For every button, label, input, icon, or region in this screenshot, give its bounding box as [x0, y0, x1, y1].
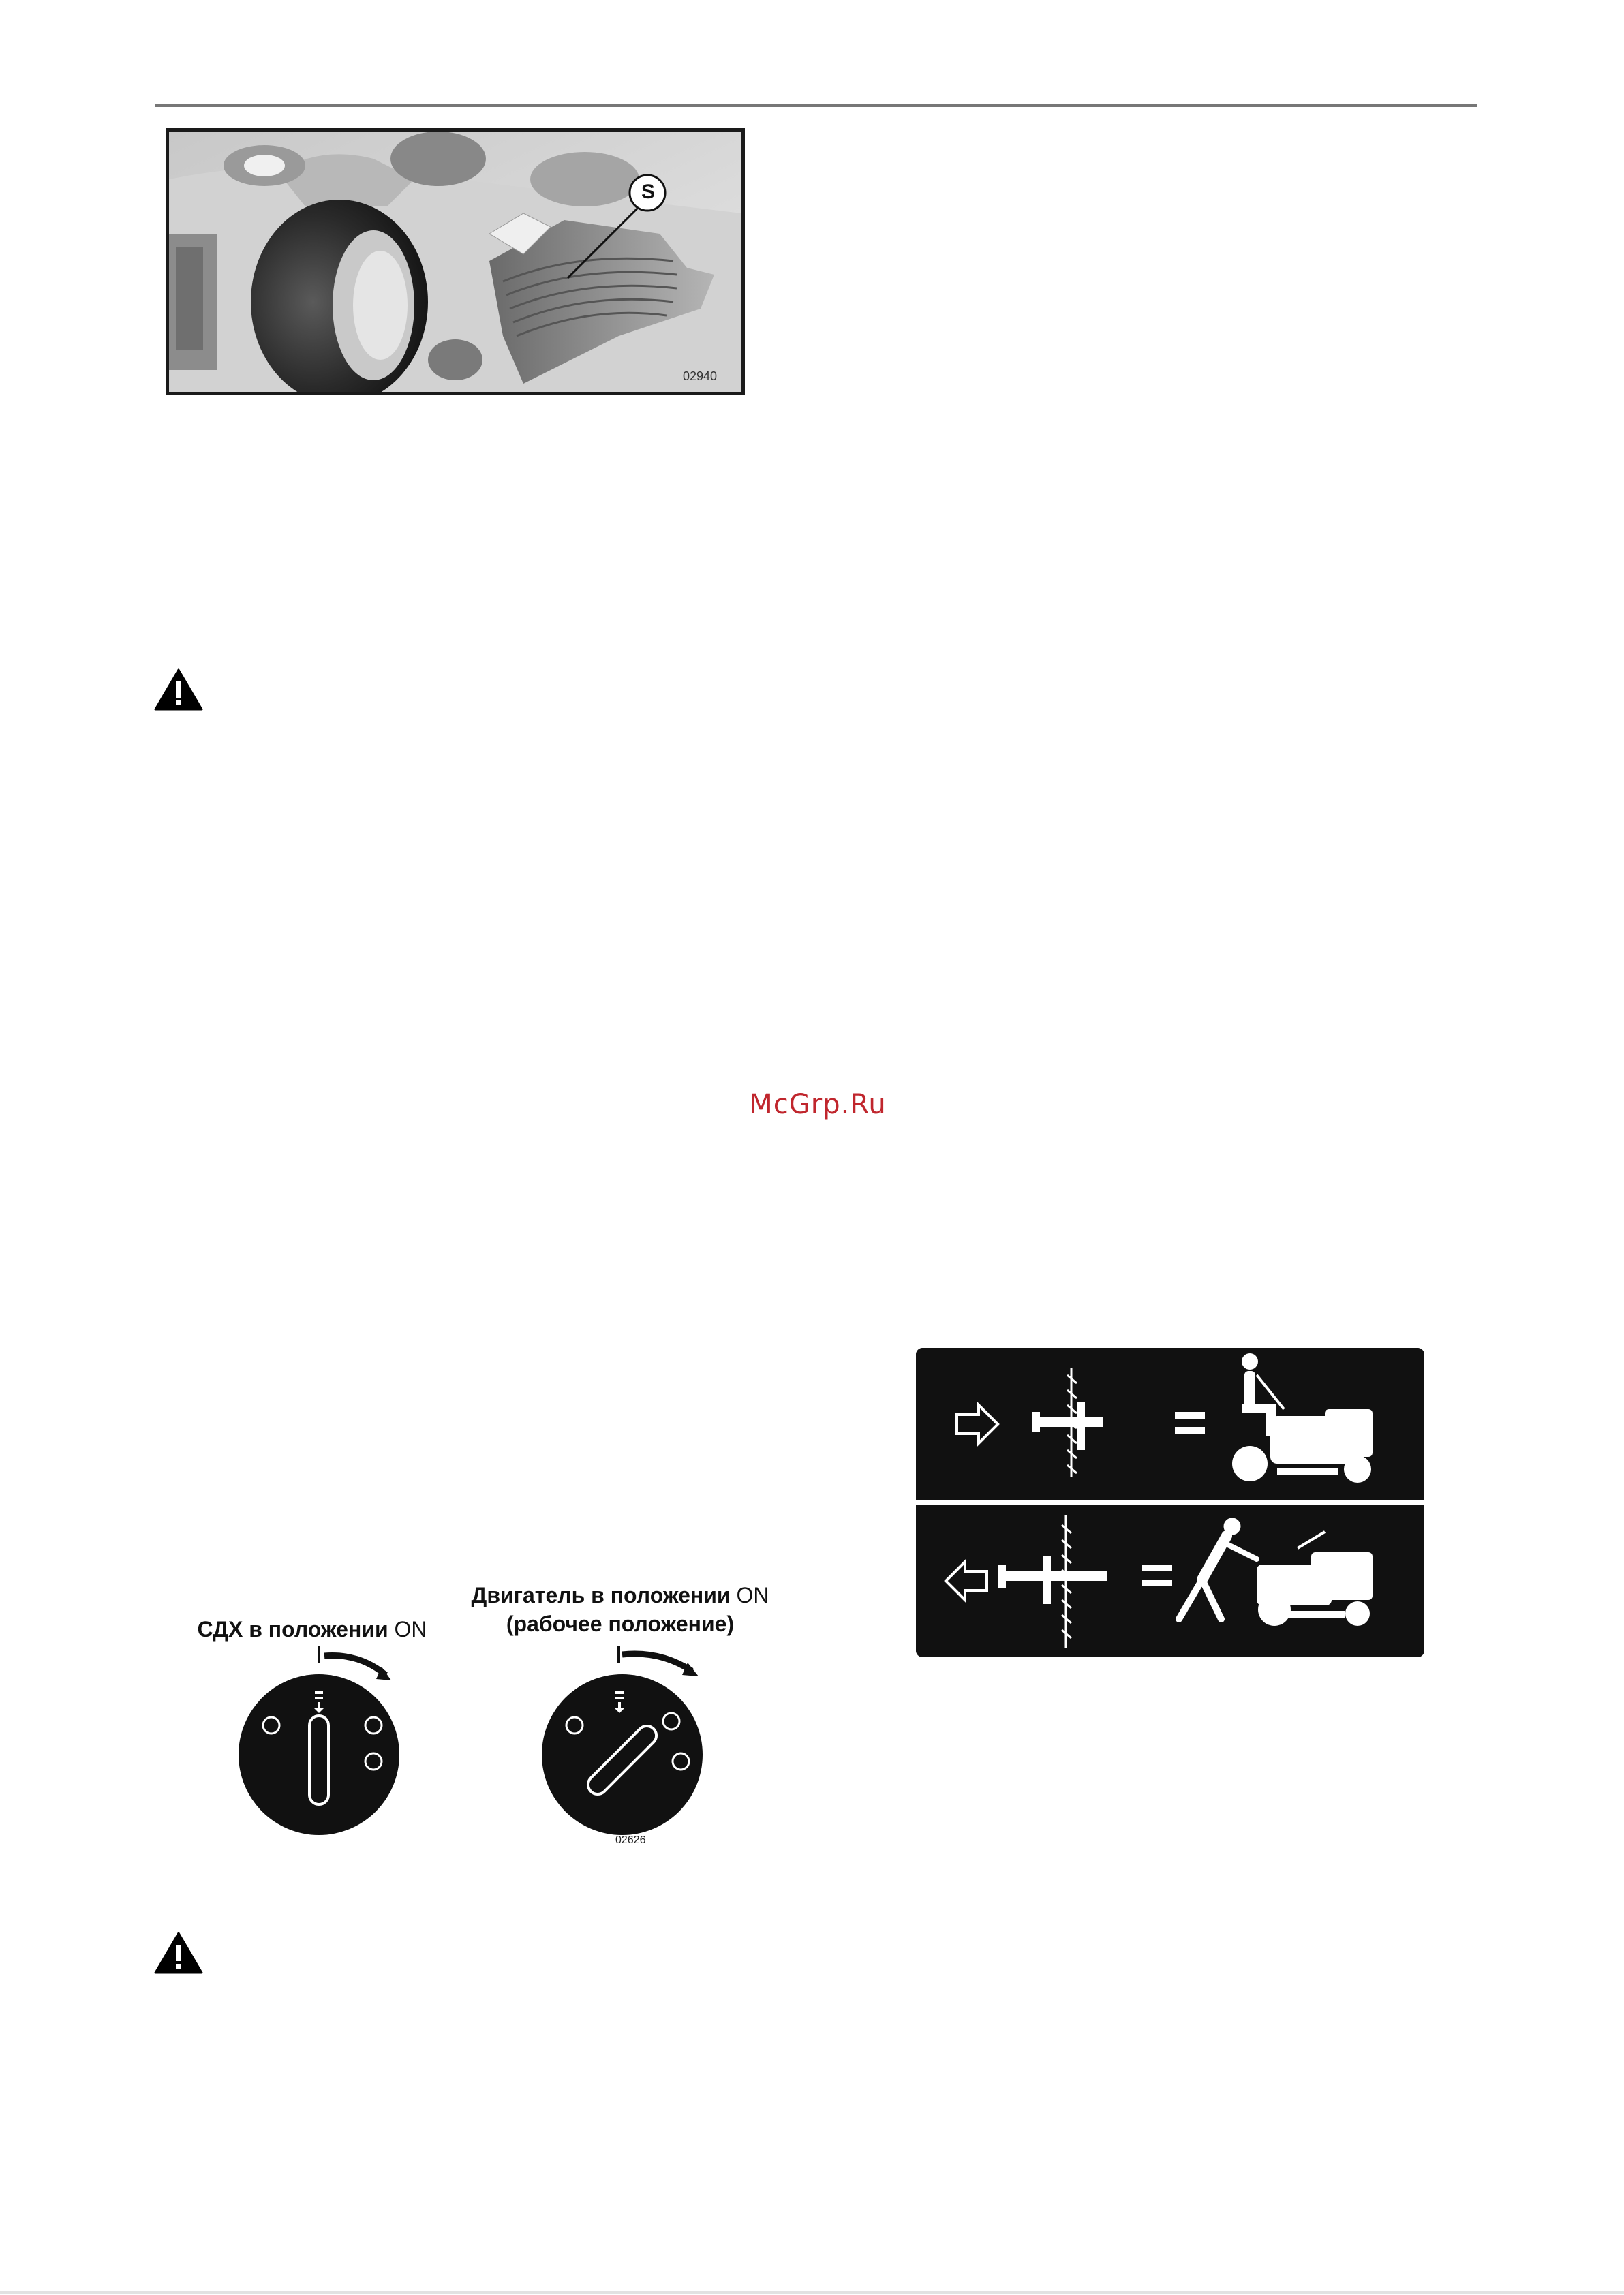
- mower-chute-photo: [166, 128, 745, 395]
- callout-label-s: S: [641, 181, 655, 203]
- engine-caption-line2: (рабочее положение): [506, 1612, 735, 1636]
- engine-on-caption: [436, 1581, 804, 1638]
- engine-caption-on: ON: [736, 1583, 769, 1607]
- ignition-dial-engine-on: [520, 1635, 724, 1840]
- pto-caption-on: ON: [394, 1617, 427, 1642]
- dial-figure-number: 02626: [615, 1834, 646, 1846]
- warning-triangle-icon: [154, 668, 203, 711]
- engine-caption-text: Двигатель в положении: [471, 1583, 737, 1607]
- figure-number: 02940: [682, 369, 717, 383]
- freewheel-pictogram: [916, 1348, 1424, 1657]
- footer-rule: [0, 2291, 1624, 2294]
- watermark: McGrp.Ru: [749, 1089, 887, 1120]
- pto-caption-text: СДХ в положении: [197, 1617, 395, 1642]
- warning-triangle-icon: [154, 1931, 203, 1975]
- header-rule: [155, 104, 1477, 107]
- ignition-dial-pto-on: [217, 1635, 421, 1840]
